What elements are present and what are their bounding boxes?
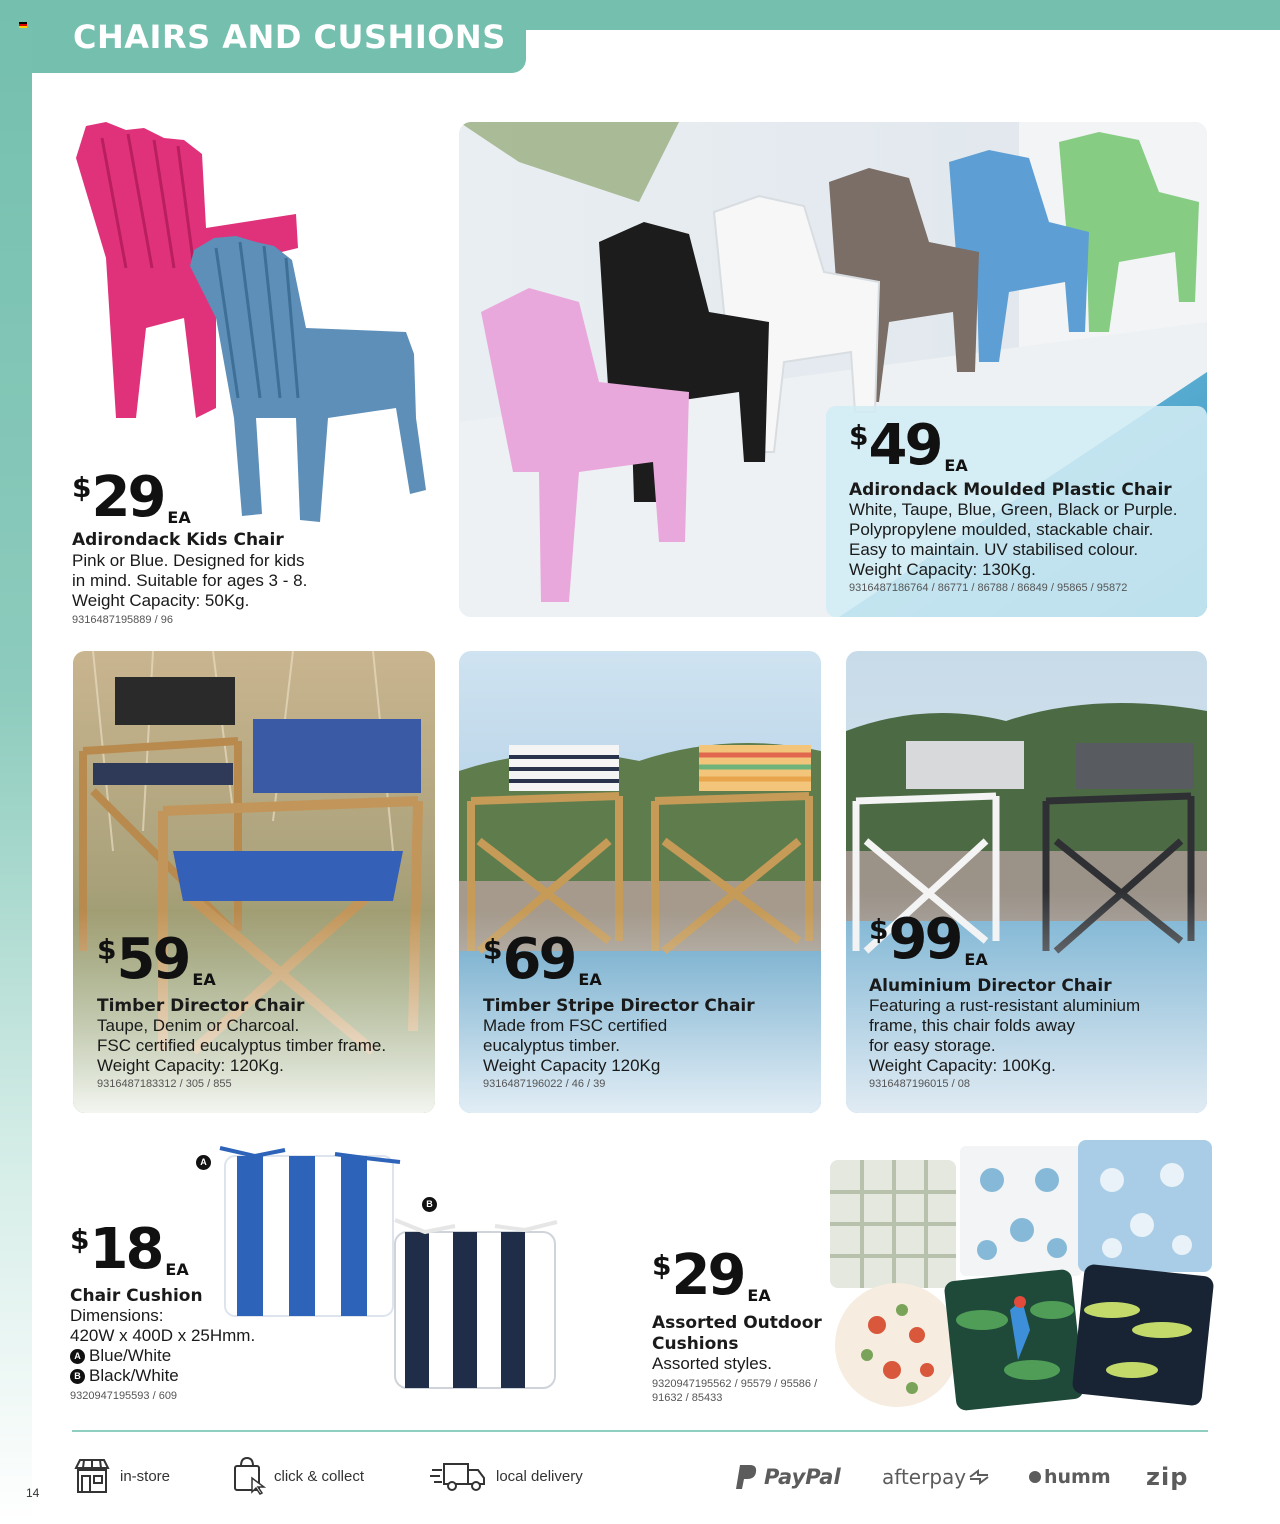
plastic-chair-description: White, Taupe, Blue, Green, Black or Purple. Polypropylene moulded, stackable chair. Easy to maintain. UV stabilised colour. Weight Capacity: 130Kg. — [849, 500, 1178, 579]
service-label-in-store: in-store — [120, 1467, 171, 1485]
outdoor-cushions-barcode-line1: 9320947195562 / 95579 / 95586 / — [652, 1378, 818, 1390]
flag-icon — [19, 22, 27, 28]
chair-cushion-name: Chair Cushion — [70, 1286, 203, 1306]
paypal-logo — [734, 1460, 841, 1494]
click-collect-icon — [232, 1456, 266, 1496]
paypal-icon — [734, 1463, 758, 1491]
aluminium-director-description: Featuring a rust-resistant aluminium frame, this chair folds away for easy storage. Weight Capacity: 100Kg. — [869, 996, 1141, 1075]
aluminium-director-name: Aluminium Director Chair — [869, 976, 1112, 996]
chair-cushion-description: Dimensions: 420W x 400D x 25Hmm. A Blue/White B Black/White — [70, 1306, 256, 1385]
timber-director-barcode: 9316487183312 / 305 / 855 — [97, 1078, 232, 1090]
page-title: CHAIRS AND CUSHIONS — [73, 18, 506, 56]
service-label-click-collect: click & collect — [274, 1467, 365, 1485]
afterpay-logo — [882, 1460, 990, 1494]
stripe-director-price: $69 EA — [483, 927, 602, 992]
plastic-chair-name: Adirondack Moulded Plastic Chair — [849, 480, 1172, 500]
store-icon — [72, 1458, 112, 1494]
plastic-chair-price: $49 EA — [849, 413, 968, 478]
service-label-local-delivery: local delivery — [496, 1467, 583, 1485]
timber-director-price: $59 EA — [97, 927, 216, 992]
kids-chair-name: Adirondack Kids Chair — [72, 530, 284, 550]
aluminium-director-price: $99 EA — [869, 907, 988, 972]
option-a-badge: A — [70, 1349, 85, 1364]
outdoor-cushions-description: Assorted styles. — [652, 1354, 772, 1373]
aluminium-director-barcode: 9316487196015 / 08 — [869, 1078, 970, 1090]
left-margin-band — [0, 0, 32, 1524]
chair-cushion-price: $18 EA — [70, 1217, 189, 1282]
option-b-badge: B — [70, 1369, 85, 1384]
afterpay-arrows-icon — [968, 1469, 990, 1485]
delivery-truck-icon — [430, 1458, 488, 1494]
kids-chair-barcode: 9316487195889 / 96 — [72, 614, 173, 626]
stripe-director-name: Timber Stripe Director Chair — [483, 996, 755, 1016]
stripe-director-description: Made from FSC certified eucalyptus timber. Weight Capacity 120Kg — [483, 1016, 668, 1075]
black-white-cushion-image — [385, 1210, 565, 1392]
outdoor-cushions-name-line1: Assorted Outdoor — [652, 1313, 822, 1333]
option-b-label: Black/White — [89, 1366, 179, 1385]
option-b-marker: B — [422, 1197, 437, 1212]
option-a-marker: A — [196, 1155, 211, 1170]
outdoor-cushions-image — [822, 1130, 1222, 1412]
service-local-delivery[interactable] — [430, 1456, 583, 1496]
service-click-collect[interactable] — [232, 1456, 364, 1496]
blue-white-cushion-image — [215, 1140, 405, 1320]
outdoor-cushions-barcode-line2: 91632 / 85433 — [652, 1392, 723, 1404]
page-number: 14 — [26, 1486, 40, 1500]
afterpay-label: afterpay — [882, 1465, 967, 1489]
option-a-label: Blue/White — [89, 1346, 172, 1365]
humm-label: humm — [1044, 1466, 1111, 1488]
zip-label: zip — [1146, 1463, 1189, 1491]
kids-chair-price: $29 EA — [72, 465, 191, 530]
timber-director-description: Taupe, Denim or Charcoal. FSC certified eucalyptus timber frame. Weight Capacity: 120Kg. — [97, 1016, 387, 1075]
humm-icon — [1028, 1469, 1042, 1485]
humm-logo — [1028, 1460, 1111, 1494]
service-in-store[interactable] — [72, 1456, 170, 1496]
stripe-director-barcode: 9316487196022 / 46 / 39 — [483, 1078, 606, 1090]
outdoor-cushions-name-line2: Cushions — [652, 1334, 739, 1354]
chair-cushion-barcode: 9320947195593 / 609 — [70, 1390, 178, 1402]
outdoor-cushions-price: $29 EA — [652, 1243, 771, 1308]
kids-chair-description: Pink or Blue. Designed for kids in mind. Suitable for ages 3 - 8. Weight Capacity: 50Kg. — [72, 551, 308, 610]
plastic-chair-barcode: 9316487186764 / 86771 / 86788 / 86849 / 95865 / 95872 — [849, 582, 1128, 594]
paypal-label: PayPal — [764, 1465, 841, 1489]
section-title-tab — [32, 0, 526, 73]
footer-divider — [72, 1430, 1208, 1432]
zip-logo — [1146, 1460, 1188, 1494]
timber-director-name: Timber Director Chair — [97, 996, 305, 1016]
